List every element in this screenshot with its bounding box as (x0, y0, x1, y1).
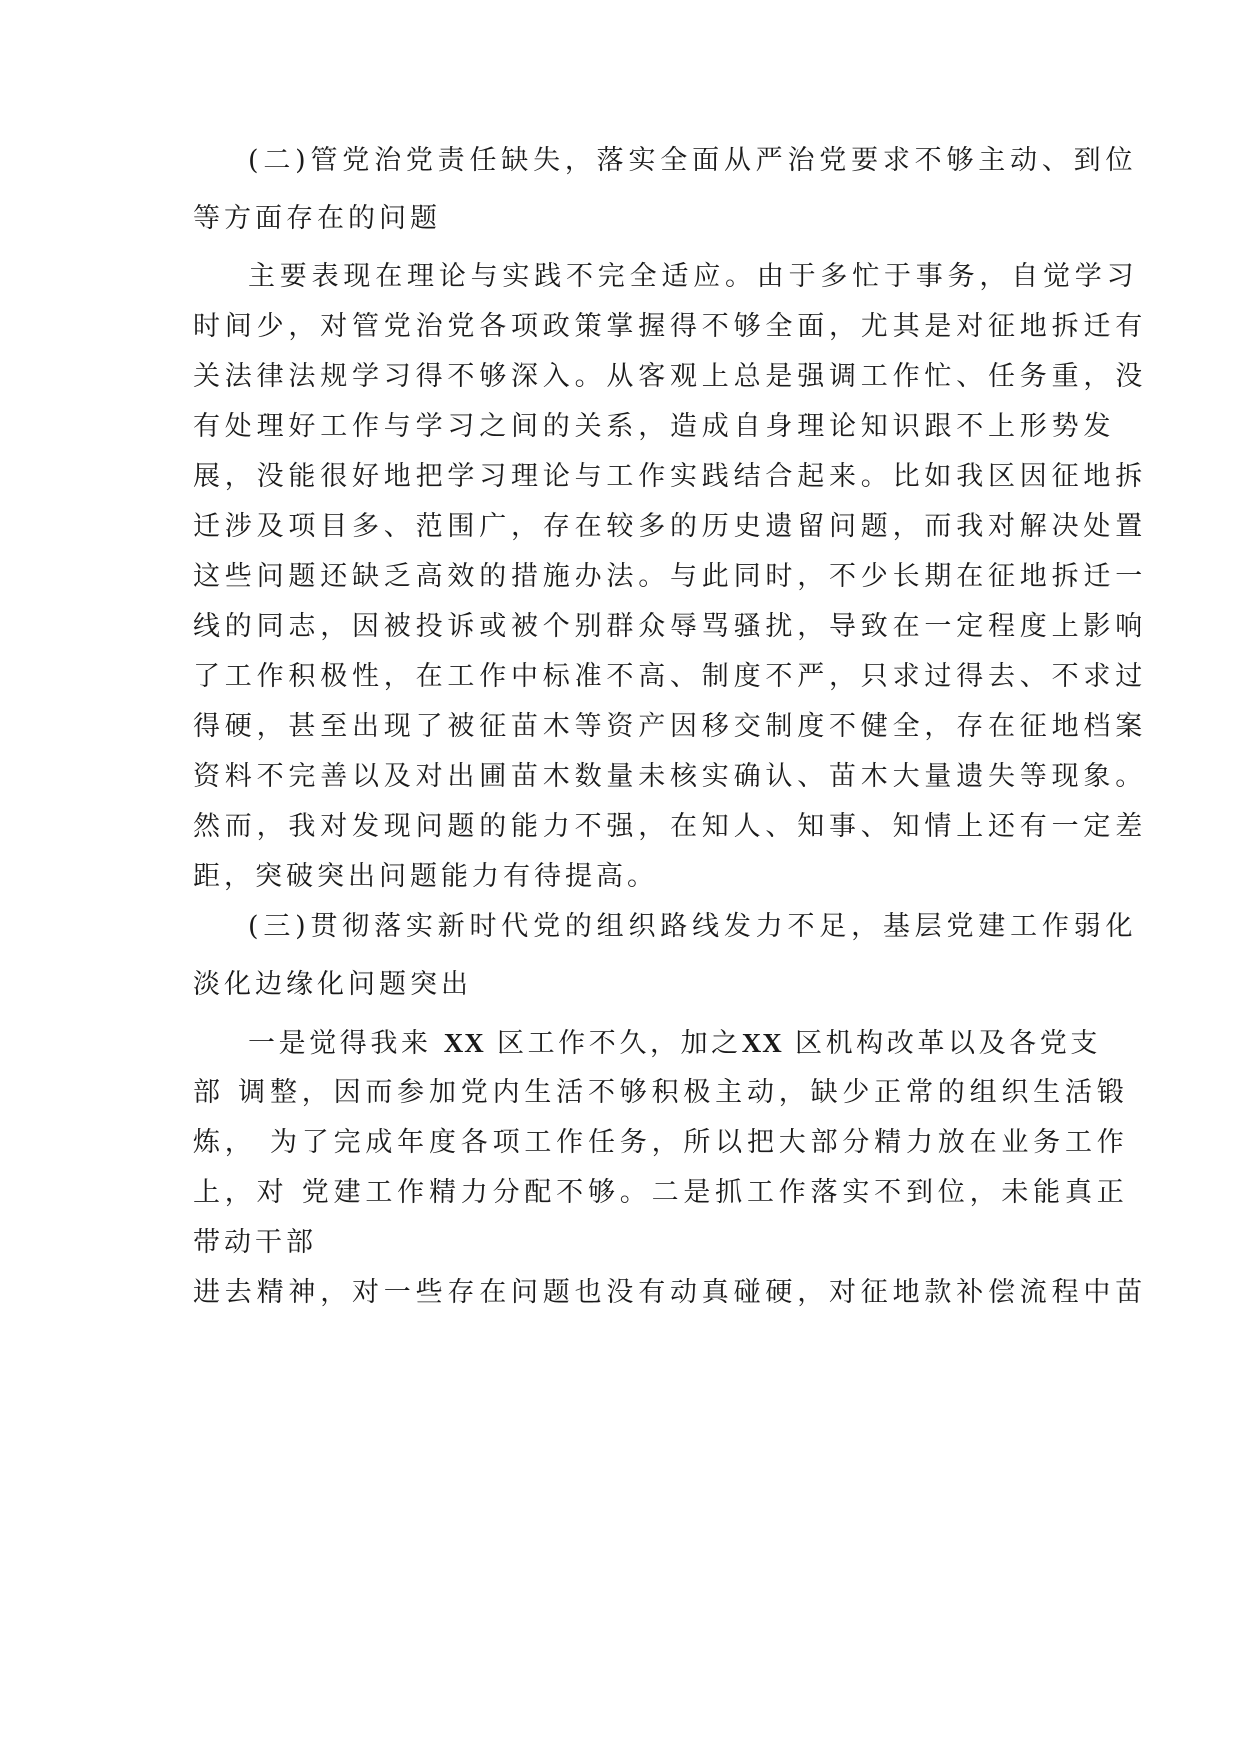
body-text: 一是觉得我来 (248, 1028, 444, 1059)
body-line: 部 调整，因而参加党内生活不够积极主动，缺少正常的组织生活锻 (193, 1077, 1129, 1108)
body-line: 有处理好工作与学习之间的关系，造成自身理论知识跟不上形势发 (193, 411, 1116, 442)
body-line: 得硬，甚至出现了被征苗木等资产因移交制度不健全，存在征地档案 (193, 711, 1147, 742)
body-line: 主要表现在理论与实践不完全适应。由于多忙于事务，自觉学习 (248, 261, 1139, 292)
body-line: 展，没能很好地把学习理论与工作实践结合起来。比如我区因征地拆 (193, 461, 1147, 492)
section-heading-line: (二)管党治党责任缺失，落实全面从严治党要求不够主动、到位 (248, 145, 1138, 176)
body-text: 区机构改革以及各党支 (782, 1028, 1101, 1059)
body-line (248, 1021, 1101, 1065)
body-line: 了工作积极性，在工作中标准不高、制度不严，只求过得去、不求过 (193, 661, 1147, 692)
body-line: 进去精神，对一些存在问题也没有动真碰硬，对征地款补偿流程中苗 (193, 1277, 1147, 1308)
body-line: 这些问题还缺乏高效的措施办法。与此同时，不少长期在征地拆迁一 (193, 561, 1147, 592)
body-line: 关法律法规学习得不够深入。从客观上总是强调工作忙、任务重，没 (193, 361, 1147, 392)
section-heading-line: (三)贯彻落实新时代党的组织路线发力不足，基层党建工作弱化 (248, 911, 1138, 942)
body-line: 时间少，对管党治党各项政策掌握得不够全面，尤其是对征地拆迁有 (193, 311, 1147, 342)
section-heading-line: 等方面存在的问题 (193, 203, 441, 234)
body-line: 炼， 为了完成年度各项工作任务，所以把大部分精力放在业务工作 (193, 1127, 1129, 1158)
body-line: 距，突破突出问题能力有待提高。 (193, 861, 658, 892)
body-line: 线的同志，因被投诉或被个别群众辱骂骚扰，导致在一定程度上影响 (193, 611, 1147, 642)
section-heading-line: 淡化边缘化问题突出 (193, 969, 472, 1000)
redacted-placeholder: XX (741, 1028, 783, 1058)
body-line: 上，对 党建工作精力分配不够。二是抓工作落实不到位，未能真正 (193, 1177, 1129, 1208)
redacted-placeholder: XX (443, 1028, 485, 1058)
body-text: 区工作不久，加之 (484, 1028, 742, 1059)
body-line: 然而，我对发现问题的能力不强，在知人、知事、知情上还有一定差 (193, 811, 1147, 842)
body-line: 迁涉及项目多、范围广，存在较多的历史遗留问题，而我对解决处置 (193, 511, 1147, 542)
body-line: 资料不完善以及对出圃苗木数量未核实确认、苗木大量遗失等现象。 (193, 761, 1147, 792)
body-line: 带动干部 (193, 1227, 317, 1258)
